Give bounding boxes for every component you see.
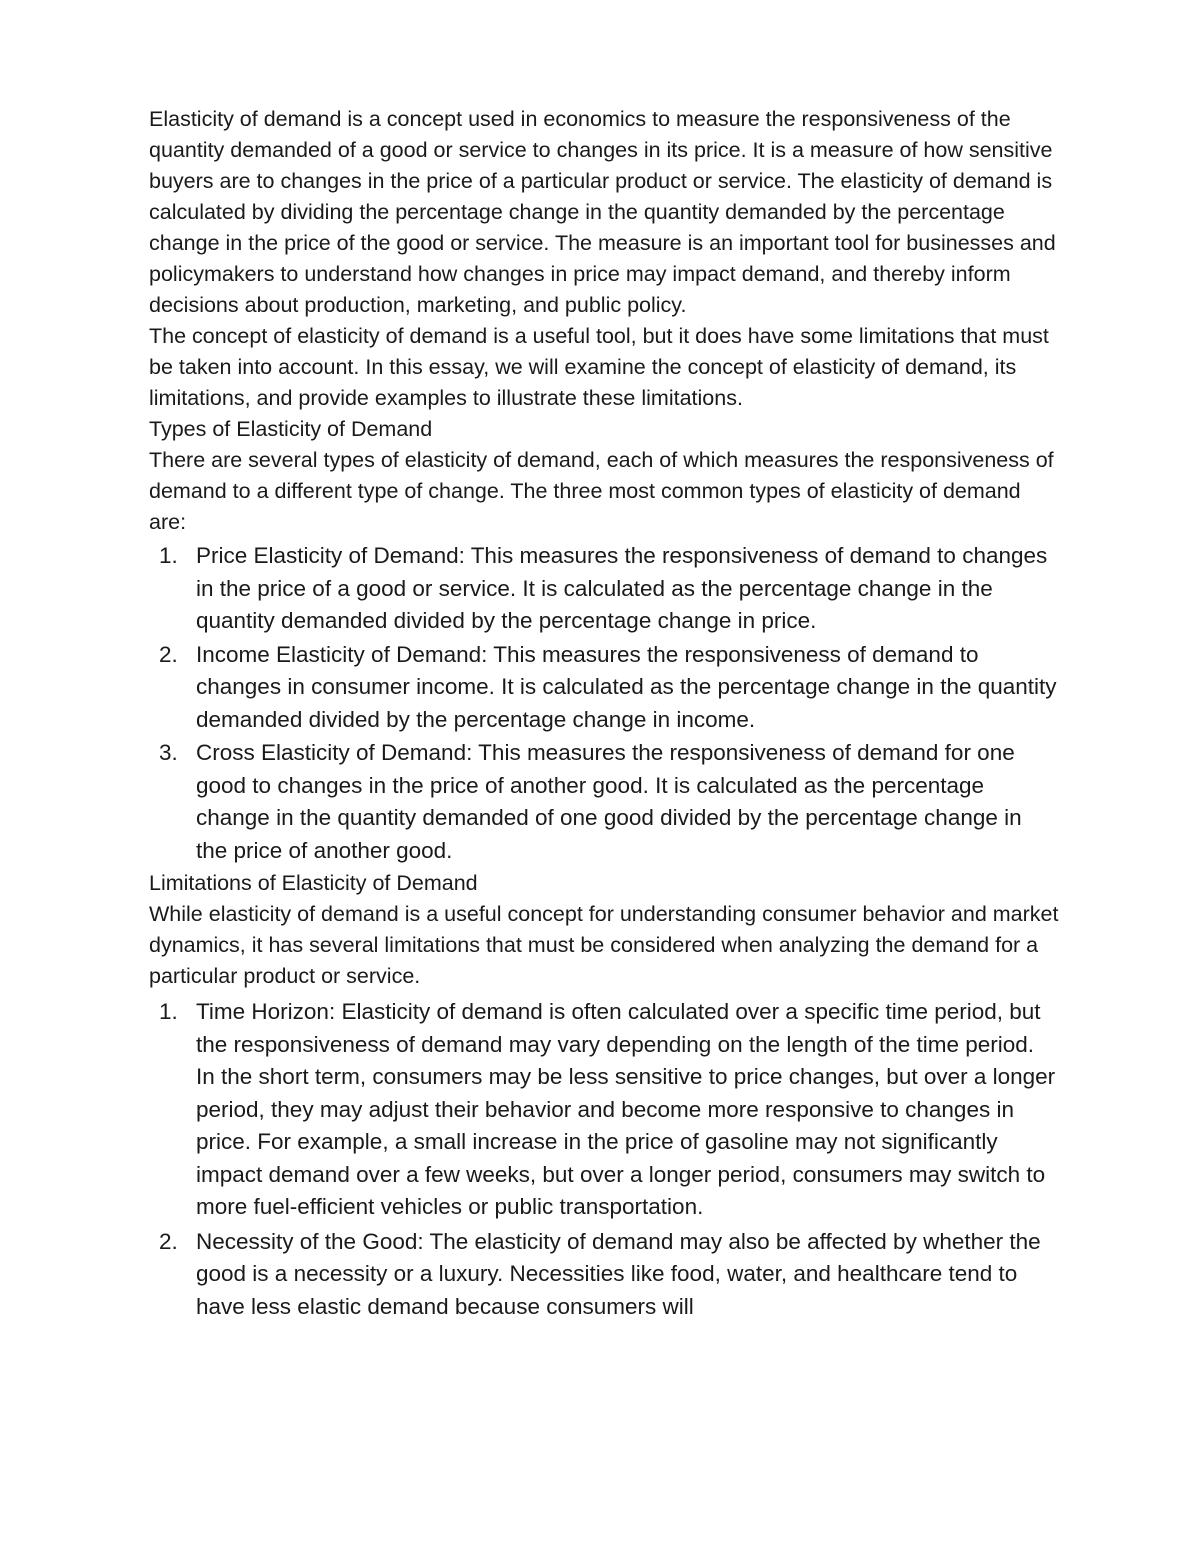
types-intro-paragraph: There are several types of elasticity of demand, each of which measures the responsiveness of demand to a different type of change. The three most common types of elasticity of demand are: <box>149 448 1054 534</box>
list-item-number: 3. <box>159 740 178 765</box>
limitations-heading: Limitations of Elasticity of Demand <box>149 871 478 895</box>
list-item <box>149 1226 1059 1324</box>
list-item-text: Income Elasticity of Demand: This measures the responsiveness of demand to changes in consumer income. It is calculated as the percentage change in the quantity demanded divided by the percentage change in income. <box>196 641 1057 732</box>
document-page <box>149 104 1059 1324</box>
list-item-number: 1. <box>159 999 178 1024</box>
limitations-intro-paragraph: While elasticity of demand is a useful concept for understanding consumer behavior and market dynamics, it has several limitations that must be considered when analyzing the demand for a particular product or service. <box>149 902 1059 988</box>
list-item-number: 2. <box>159 1228 178 1254</box>
list-item-text: Price Elasticity of Demand: This measures the responsiveness of demand to changes in the price of a good or service. It is calculated as the percentage change in the quantity demanded divided by the percentage change in price. <box>196 543 1048 633</box>
list-item-number: 1. <box>159 543 178 568</box>
list-item-text: Necessity of the Good: The elasticity of demand may also be affected by whether the good is a necessity or a luxury. Necessities like food, water, and healthcare tend to have less elastic demand because consumers will <box>196 1228 1041 1319</box>
intro-paragraph-1: Elasticity of demand is a concept used in economics to measure the responsiveness of the quantity demanded of a good or service to changes in its price. It is a measure of how sensitive buyers are to changes in the price of a particular product or service. The elasticity of demand is calculated by dividing the percentage change in the quantity demanded by the percentage change in the price of the good or service. The measure is an important tool for businesses and policymakers to understand how changes in price may impact demand, and thereby inform decisions about production, marketing, and public policy. <box>149 107 1056 317</box>
list-item-text: Cross Elasticity of Demand: This measures the responsiveness of demand for one good to changes in the price of another good. It is calculated as the percentage change in the quantity demanded of one good divided by the percentage change in the price of another good. <box>196 740 1022 863</box>
list-item <box>149 540 1059 638</box>
intro-paragraph-2: The concept of elasticity of demand is a useful tool, but it does have some limitations that must be taken into account. In this essay, we will examine the concept of elasticity of demand, its limitations, and provide examples to illustrate these limitations. <box>149 324 1049 410</box>
types-list <box>149 540 1059 867</box>
list-item <box>149 737 1059 867</box>
list-item-number: 2. <box>159 641 178 667</box>
list-item <box>149 639 1059 737</box>
limitations-list <box>149 996 1059 1323</box>
list-item-text: Time Horizon: Elasticity of demand is often calculated over a specific time period, but the responsiveness of demand may vary depending on the length of the time period. In the short term, consumers may be less sensitive to price changes, but over a longer period, they may adjust their behavior and become more responsive to changes in price. For example, a small increase in the price of gasoline may not significantly impact demand over a few weeks, but over a longer period, consumers may switch to more fuel-efficient vehicles or public transportation. <box>196 999 1056 1219</box>
types-heading: Types of Elasticity of Demand <box>149 417 433 441</box>
list-item <box>149 996 1059 1224</box>
